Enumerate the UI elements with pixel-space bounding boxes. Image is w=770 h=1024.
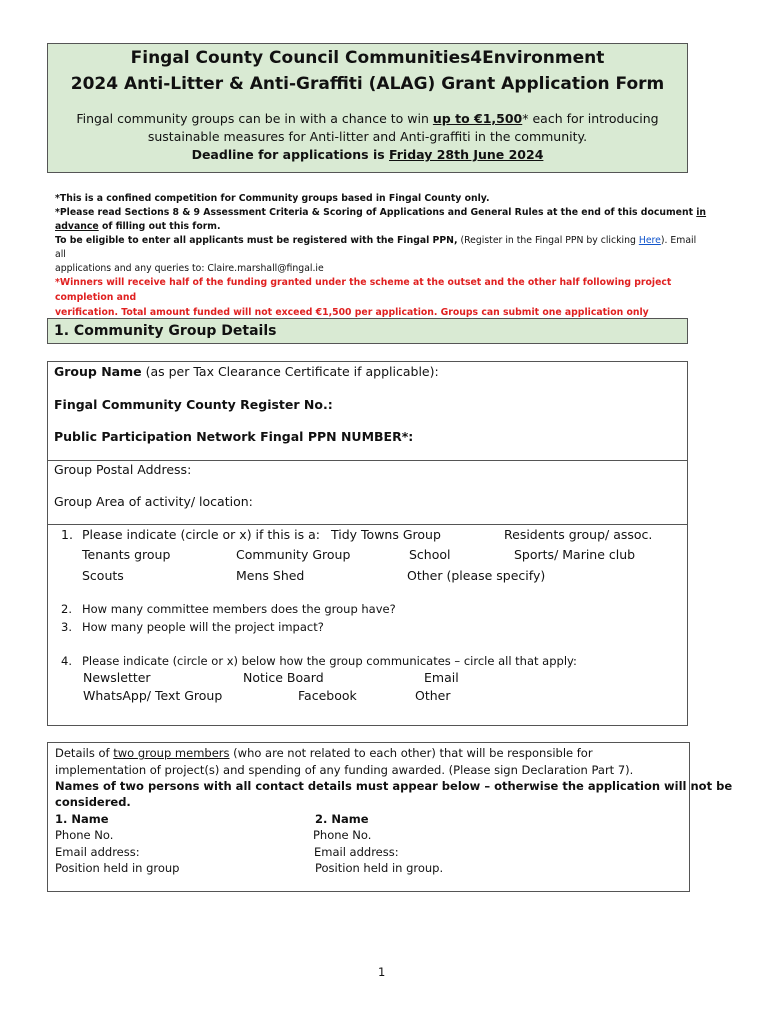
winners-note-line1: *Winners will receive half of the funding granted under the scheme at the outset and the other half following project completion and — [55, 277, 672, 303]
q1-number: 1. — [61, 527, 73, 542]
form-title-line1: Fingal County Council Communities4Environment — [130, 48, 605, 68]
option-whatsapp[interactable]: WhatsApp/ Text Group — [83, 688, 223, 703]
members-warning-line1: Names of two persons with all contact details must appear below – otherwise the application will not be — [55, 779, 733, 793]
members-intro-line2: implementation of project(s) and spending of any funding awarded. (Please sign Declaration Part 7). — [55, 763, 634, 777]
q4-text: Please indicate (circle or x) below how the group communicates – circle all that apply: — [82, 654, 577, 668]
note-eligibility — [55, 234, 710, 262]
option-mens-shed[interactable]: Mens Shed — [236, 568, 305, 583]
option-other-group[interactable]: Other (please specify) — [407, 568, 546, 583]
option-residents[interactable]: Residents group/ assoc. — [504, 527, 653, 542]
q1-text: Please indicate (circle or x) if this is a: — [82, 527, 321, 542]
form-header — [47, 43, 688, 173]
deadline-date: Friday 28th June 2024 — [389, 147, 544, 162]
member1-email[interactable]: Email address: — [55, 845, 140, 859]
postal-address-field[interactable]: Group Postal Address: — [54, 462, 192, 477]
member1-position[interactable]: Position held in group — [55, 861, 180, 875]
winners-note — [55, 275, 715, 320]
q4-number: 4. — [61, 654, 72, 668]
option-community[interactable]: Community Group — [236, 547, 351, 562]
note-read-suffix: of filling out this form. — [98, 221, 221, 232]
group-name-note: (as per Tax Clearance Certificate if applicable): — [141, 364, 439, 379]
option-other-comms[interactable]: Other — [415, 688, 451, 703]
note-email: applications and any queries to: Claire.marshall@fingal.ie — [55, 263, 324, 274]
members-intro — [55, 745, 593, 761]
option-scouts[interactable]: Scouts — [82, 568, 124, 583]
ppn-number-field[interactable]: Public Participation Network Fingal PPN NUMBER*: — [54, 429, 414, 444]
option-newsletter[interactable]: Newsletter — [83, 670, 151, 685]
option-notice-board[interactable]: Notice Board — [243, 670, 324, 685]
member2-position[interactable]: Position held in group. — [315, 861, 444, 875]
deadline — [48, 146, 687, 164]
member2-name[interactable]: 2. Name — [315, 812, 369, 826]
note-read-prefix: *Please read Sections 8 & 9 Assessment Criteria & Scoring of Applications and General Rules at the end of this document — [55, 207, 697, 218]
note-read-sections — [55, 206, 710, 234]
option-school[interactable]: School — [409, 547, 451, 562]
intro-prefix: Fingal community groups can be in with a chance to win — [76, 111, 433, 126]
member2-phone[interactable]: Phone No. — [313, 828, 372, 842]
q3-number: 3. — [61, 620, 72, 634]
option-tidy-towns[interactable]: Tidy Towns Group — [331, 527, 441, 542]
section-title: 1. Community Group Details — [47, 318, 688, 344]
option-sports[interactable]: Sports/ Marine club — [514, 547, 636, 562]
register-no-field[interactable]: Fingal Community County Register No.: — [54, 397, 333, 412]
group-name-field[interactable] — [54, 364, 439, 380]
intro-amount: up to €1,500 — [432, 111, 523, 126]
note-confined: *This is a confined competition for Community groups based in Fingal County only. — [55, 193, 490, 204]
divider-2 — [47, 524, 688, 525]
deadline-label: Deadline for applications is — [191, 147, 390, 162]
ppn-register-link[interactable]: Here — [638, 235, 661, 246]
group-name-label: Group Name — [54, 364, 142, 379]
q2-number: 2. — [61, 602, 72, 616]
q3-text[interactable]: How many people will the project impact? — [82, 620, 324, 634]
option-facebook[interactable]: Facebook — [298, 688, 357, 703]
q2-text[interactable]: How many committee members does the group have? — [82, 602, 396, 616]
members-intro-underline: two group members — [113, 746, 230, 760]
member1-phone[interactable]: Phone No. — [55, 828, 114, 842]
option-tenants[interactable]: Tenants group — [82, 547, 171, 562]
members-warning-line2: considered. — [55, 795, 131, 809]
member2-email[interactable]: Email address: — [314, 845, 399, 859]
area-field[interactable]: Group Area of activity/ location: — [54, 494, 253, 509]
divider-1 — [47, 460, 688, 461]
note-eligibility-normal: (Register in the Fingal PPN by clicking — [457, 235, 639, 246]
winners-note-line2: verification. Total amount funded will not exceed €1,500 per application. Groups can submit one application only — [55, 307, 649, 318]
intro-suffix: * each for introducing sustainable measures for Anti-litter and Anti-graffiti in the community. — [147, 111, 659, 144]
form-title-line2: 2024 Anti-Litter & Anti-Graffiti (ALAG) Grant Application Form — [70, 74, 665, 94]
notes-block — [55, 192, 710, 276]
note-eligibility-bold: To be eligible to enter all applicants must be registered with the Fingal PPN, — [55, 235, 458, 246]
option-email[interactable]: Email — [424, 670, 459, 685]
members-intro-suffix: (who are not related to each other) that will be responsible for — [229, 746, 593, 760]
page-number: 1 — [378, 965, 386, 979]
note-read-underline: in advance — [55, 207, 707, 232]
note-eligibility-end: ). Email all — [55, 235, 697, 260]
form-intro — [48, 110, 687, 146]
member1-name[interactable]: 1. Name — [55, 812, 109, 826]
members-intro-prefix: Details of — [55, 746, 114, 760]
